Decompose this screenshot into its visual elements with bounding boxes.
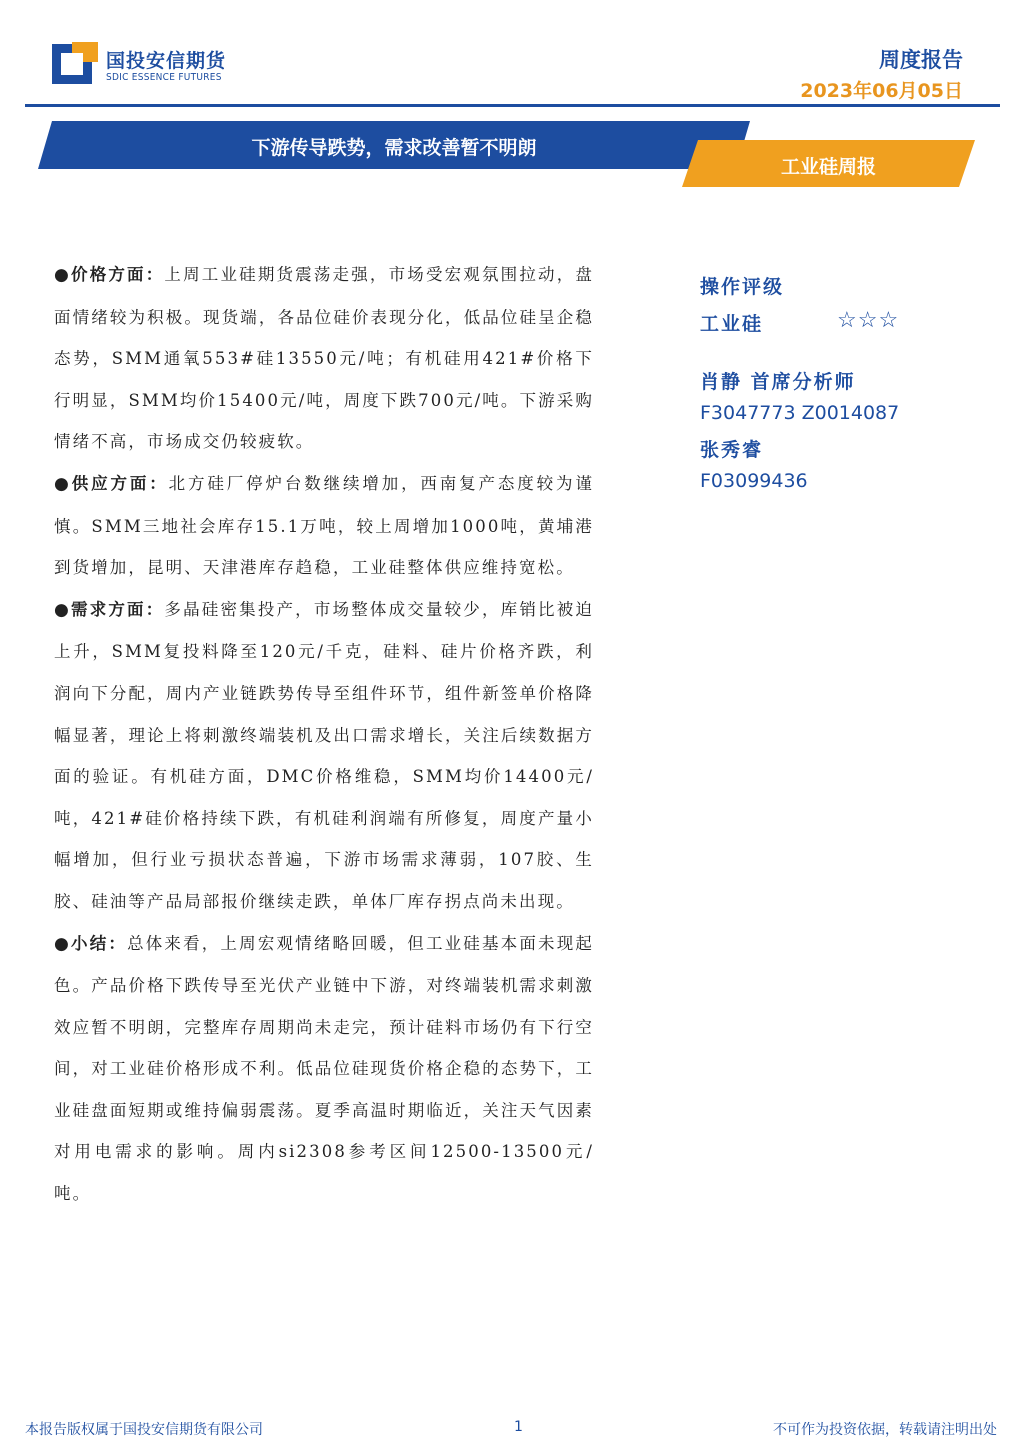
paragraph-label: 供应方面： [71, 473, 169, 493]
header-divider [25, 104, 1000, 107]
logo-mark-icon [52, 42, 98, 84]
logo-name-cn: 国投安信期货 [106, 50, 227, 72]
paragraph-label: 价格方面： [71, 265, 165, 284]
analyst-name: 张秀睿 [700, 439, 764, 461]
copyright-notice: 本报告版权属于国投安信期货有限公司 [25, 1422, 263, 1438]
paragraph-text: 上周工业硅期货震荡走强，市场受宏观氛围拉动，盘面情绪较为积极。现货端，各品位硅价表现分化，低品位硅呈企稳态势，SMM通氧553#硅13550元/吨；有机硅用421#价格下行明显，SMM均价15400元/吨，周度下跌700元/吨。下游采购情绪不高，市场成交仍较疲软。 [54, 265, 594, 452]
paragraph-text: 多晶硅密集投产，市场整体成交量较少，库销比被迫上升，SMM复投料降至120元/千克，硅料、硅片价格齐跌，利润向下分配，周内产业链跌势传导至组件环节，组件新签单价格降幅显著，理论上将刺激终端装机及出口需求增长，关注后续数据方面的验证。有机硅方面，DMC价格维稳，SMM均价14400元/吨，421#硅价格持续下跌，有机硅利润端有所修复，周度产量小幅增加，但行业亏损状态普遍，下游市场需求薄弱，107胶、生胶、硅油等产品局部报价继续走跌，单体厂库存拐点尚未出现。 [54, 599, 594, 911]
rating-title: 操作评级 [700, 276, 785, 298]
logo-name-en: SDIC ESSENCE FUTURES [106, 72, 222, 83]
analyst-license: F03099436 [700, 470, 808, 492]
paragraph-label: 小结： [71, 933, 128, 953]
summary-paragraph [54, 923, 594, 1215]
analyst-license: F3047773 Z0014087 [700, 402, 900, 424]
page-number: 1 [514, 1419, 523, 1435]
paragraph-text: 北方硅厂停炉台数继续增加，西南复产态度较为谨慎。SMM三地社会库存15.1万吨，较上周增加1000吨，黄埔港到货增加，昆明、天津港库存趋稳，工业硅整体供应维持宽松。 [54, 473, 595, 578]
analyst-name: 肖静 首席分析师 [700, 371, 856, 393]
company-logo [52, 40, 252, 90]
report-title: 下游传导跌势，需求改善暂不明朗 [251, 137, 537, 159]
disclaimer-notice: 不可作为投资依据，转载请注明出处 [773, 1422, 997, 1438]
demand-paragraph [54, 589, 594, 923]
report-type: 周度报告 [879, 48, 963, 72]
paragraph-label: 需求方面： [71, 599, 165, 619]
bullet-icon: ● [54, 265, 72, 285]
rating-stars-icon: ☆☆☆ [837, 308, 900, 333]
bullet-icon: ● [54, 933, 72, 954]
rated-product: 工业硅 [700, 313, 764, 335]
price-paragraph [54, 254, 594, 463]
report-tag: 工业硅周报 [780, 156, 876, 178]
report-body [54, 254, 594, 1215]
paragraph-text: 总体来看，上周宏观情绪略回暖，但工业硅基本面未现起色。产品价格下跌传导至光伏产业链中下游，对终端装机需求刺激效应暂不明朗，完整库存周期尚未走完，预计硅料市场仍有下行空间，对工业硅价格形成不利。低品位硅现货价格企稳的态势下，工业硅盘面短期或维持偏弱震荡。夏季高温时期临近，关注天气因素对用电需求的影响。周内si2308参考区间12500-13500元/吨。 [54, 933, 594, 1204]
bullet-icon: ● [54, 599, 72, 620]
report-date: 2023年06月05日 [800, 80, 963, 102]
bullet-icon: ● [54, 473, 72, 494]
supply-paragraph [54, 463, 594, 589]
